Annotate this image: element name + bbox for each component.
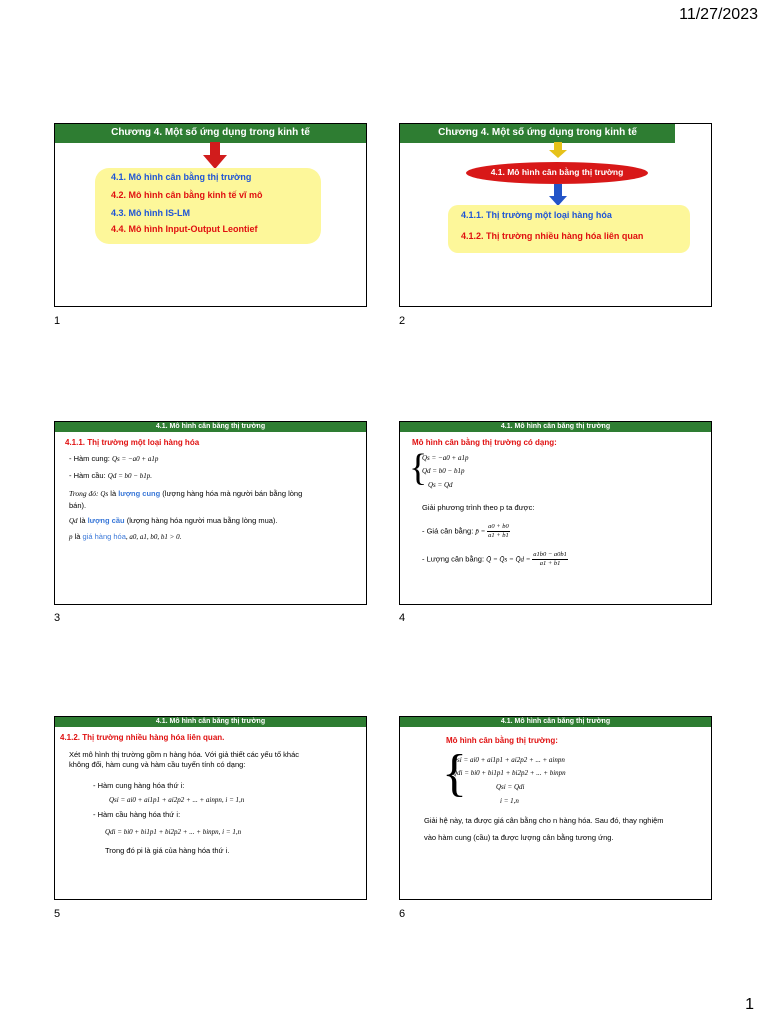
qd-is: là — [77, 516, 88, 525]
qs-term: lượng cung — [118, 489, 161, 498]
system-eq-1: Qsi = ai0 + ai1p1 + ai2p2 + ... + ainpn — [452, 756, 565, 764]
price-eq-line — [422, 523, 510, 540]
solution-line-1: Giải hệ này, ta được giá cân bằng cho n hàng hóa. Sau đó, thay nghiệm — [424, 816, 664, 825]
slide-6-title: 4.1. Mô hình cân bằng thị trường — [400, 717, 711, 727]
qs-symbol: Qs — [100, 490, 109, 498]
quantity-label: - Lượng cân bằng: — [422, 554, 487, 564]
supply-line — [69, 454, 158, 464]
down-arrow-icon — [202, 142, 228, 170]
intro-line-1: Xét mô hình thị trường gồm n hàng hóa. Với giả thiết các yếu tố khác — [69, 750, 299, 759]
topic-item-1: 4.1. Mô hình cân bằng thị trường — [111, 172, 252, 182]
quantity-lhs: Q̄ = Q̄s = Q̄d = — [486, 555, 533, 564]
qd-term: lượng cầu — [87, 516, 125, 525]
slide-6-number: 6 — [399, 908, 406, 920]
system-eq-2: Qd = b0 − b1p — [422, 467, 465, 475]
topic-item-4: 4.4. Mô hình Input-Output Leontief — [111, 224, 258, 234]
solution-line-2: vào hàm cung (cầu) ta được lượng cân bằng tương ứng. — [424, 833, 614, 842]
slide-5 — [54, 716, 367, 900]
price-line — [69, 532, 181, 542]
topic-item-3: 4.3. Mô hình IS-LM — [111, 208, 190, 218]
down-arrow-icon — [548, 142, 568, 158]
where-label: Trong đó: — [69, 489, 101, 498]
where-line: Trong đó pi là giá của hàng hóa thứ i. — [105, 846, 230, 855]
slide-3-subtitle: 4.1.1. Thị trường một loại hàng hóa — [65, 438, 200, 447]
slide-3-number: 3 — [54, 612, 61, 624]
solve-line: Giải phương trình theo p ta được: — [422, 503, 535, 512]
price-label: - Giá cân bằng: — [422, 526, 476, 536]
system-brace: { — [409, 447, 428, 489]
system-eq-4: i = 1,n — [500, 797, 519, 805]
qd-line — [69, 516, 278, 526]
slide-6-subtitle: Mô hình cân bằng thị trường: — [446, 736, 558, 745]
page-number: 1 — [745, 996, 754, 1013]
slide-4 — [399, 421, 712, 605]
system-eq-1: Qs = −a0 + a1p — [422, 454, 469, 462]
date: 11/27/2023 — [679, 6, 758, 23]
price-lhs: p̄ = — [475, 527, 488, 536]
supply-formula: Qsi = ai0 + ai1p1 + ai2p2 + ... + ainpn, i = 1,n — [109, 796, 245, 804]
slide-2-number: 2 — [399, 315, 406, 327]
price-denominator: a1 + b1 — [488, 532, 509, 539]
demand-line — [69, 471, 152, 481]
qd-description: (lượng hàng hóa người mua bằng lòng mua). — [124, 516, 278, 525]
p-is: là — [72, 532, 83, 541]
slide-2-title: Chương 4. Một số ứng dụng trong kinh tế — [400, 124, 675, 143]
quantity-eq-line — [422, 551, 568, 568]
slide-1 — [54, 123, 367, 307]
qd-symbol: Qd — [69, 517, 78, 525]
qs-description-cont: bán). — [69, 501, 87, 510]
qs-is: là — [108, 489, 119, 498]
quantity-numerator: a1b0 − a0b1 — [533, 551, 567, 558]
demand-formula: Qdi = bi0 + bi1p1 + bi2p2 + ... + binpn, i = 1,n — [105, 828, 242, 836]
supply-label: - Hàm cung hàng hóa thứ i: — [93, 781, 185, 790]
slide-3 — [54, 421, 367, 605]
supply-formula: Qs = −a0 + a1p — [111, 455, 159, 463]
price-fraction — [487, 523, 510, 540]
p-condition: , a0, a1, b0, b1 > 0. — [125, 533, 182, 541]
qs-description: (lượng hàng hóa mà người bán bằng lòng — [160, 489, 303, 498]
topic-item-2: 4.2. Mô hình cân bằng kinh tế vĩ mô — [111, 190, 263, 200]
slide-2 — [399, 123, 712, 307]
demand-label: - Hàm cầu: — [69, 471, 108, 480]
slide-4-title: 4.1. Mô hình cân bằng thị trường — [400, 422, 711, 432]
price-numerator: a0 + b0 — [488, 523, 509, 530]
subtopic-item-1: 4.1.1. Thị trường một loại hàng hóa — [461, 210, 612, 220]
quantity-denominator: a1 + b1 — [539, 560, 561, 567]
p-symbol: p — [69, 533, 73, 541]
slide-5-title: 4.1. Mô hình cân bằng thị trường — [55, 717, 366, 727]
subtopic-item-2: 4.1.2. Thị trường nhiều hàng hóa liên quan — [461, 231, 644, 241]
demand-label: - Hàm cầu hàng hóa thứ i: — [93, 810, 181, 819]
slide-1-number: 1 — [54, 315, 61, 327]
system-brace: { — [442, 745, 467, 802]
slide-3-title: 4.1. Mô hình cân bằng thị trường — [55, 422, 366, 432]
slide-4-subtitle: Mô hình cân bằng thị trường có dạng: — [412, 438, 557, 447]
demand-formula: Qd = b0 − b1p. — [107, 472, 153, 480]
slide-5-subtitle: 4.1.2. Thị trường nhiều hàng hóa liên quan. — [60, 733, 225, 742]
slide-6 — [399, 716, 712, 900]
slide-4-number: 4 — [399, 612, 406, 624]
qs-line — [69, 489, 302, 499]
quantity-fraction — [532, 551, 568, 568]
section-oval-label: 4.1. Mô hình cân bằng thị trường — [490, 167, 624, 177]
system-eq-2: Qdi = bi0 + bi1p1 + bi2p2 + ... + binpn — [452, 769, 566, 777]
p-term: giá hàng hóa — [82, 532, 126, 541]
slide-5-number: 5 — [54, 908, 61, 920]
intro-line-2: không đổi, hàm cung và hàm cầu tuyến tính có dạng: — [69, 760, 246, 769]
down-arrow-icon — [548, 184, 568, 206]
supply-label: - Hàm cung: — [69, 454, 112, 463]
system-eq-3: Qsi = Qdi — [496, 783, 525, 791]
system-eq-3: Qs = Qd — [428, 481, 453, 489]
slide-1-title: Chương 4. Một số ứng dụng trong kinh tế — [55, 124, 366, 143]
